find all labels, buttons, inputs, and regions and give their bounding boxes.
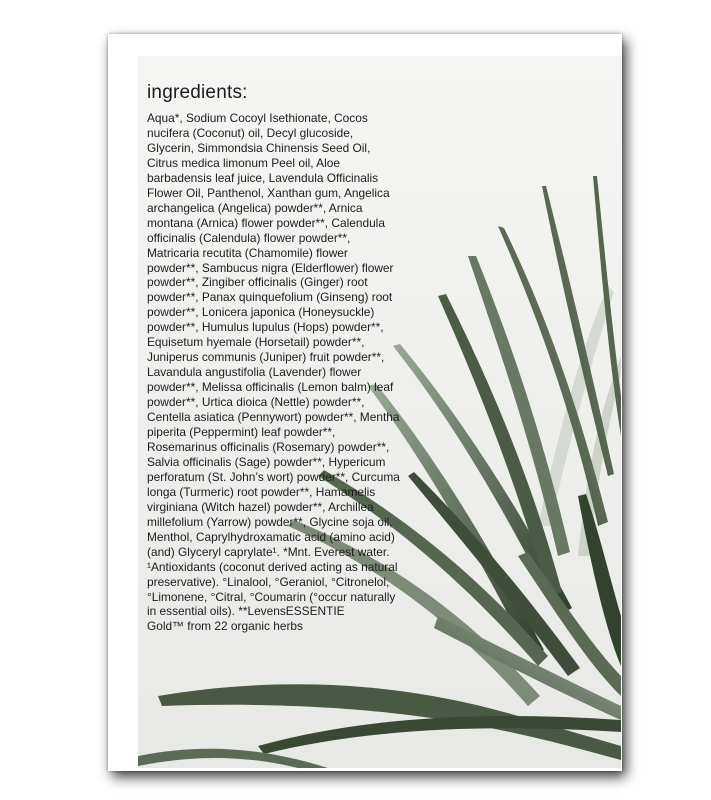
ingredients-line: powder**, Humulus lupulus (Hops) powder**, (147, 320, 384, 335)
ingredients-line: Citrus medica limonum Peel oil, Aloe (147, 155, 340, 170)
ingredients-line: Centella asiatica (Pennywort) powder**, Mentha (147, 410, 400, 425)
ingredients-line: barbadensis leaf juice, Lavendula Officinalis (147, 170, 379, 185)
ingredients-line: preservative). °Linalool, °Geraniol, °Citronelol, (147, 574, 390, 589)
ingredients-heading: ingredients: (147, 82, 248, 103)
ingredients-line: Flower Oil, Panthenol, Xanthan gum, Angelica (147, 185, 390, 200)
ingredients-line: Glycerin, Simmondsia Chinensis Seed Oil, (147, 140, 371, 155)
ingredients-line: officinalis (Calendula) flower powder**, (147, 230, 351, 245)
ingredients-line: millefolium (Yarrow) powder**, Glycine soja oil, (147, 514, 393, 529)
ingredients-line: Juniperus communis (Juniper) fruit powder**, (147, 350, 385, 365)
ingredients-line: Aqua*, Sodium Cocoyl Isethionate, Cocos (147, 111, 368, 125)
ingredients-line: powder**, Panax quinquefolium (Ginseng) root (147, 290, 393, 305)
ingredients-line: archangelica (Angelica) powder**, Arnica (147, 200, 363, 215)
ingredients-line: powder**, Lonicera japonica (Honeysuckle) (147, 305, 375, 320)
ingredients-line: powder**, Zingiber officinalis (Ginger) root (147, 275, 368, 290)
ingredients-line: Matricaria recutita (Chamomile) flower (147, 245, 348, 260)
ingredients-line: powder**, Sambucus nigra (Elderflower) flower (147, 260, 394, 275)
ingredients-line: Rosemarinus officinalis (Rosemary) powder**, (147, 439, 390, 454)
ingredients-line: powder**, Urtica dioica (Nettle) powder**, (147, 395, 365, 410)
ingredients-text-block (147, 82, 417, 634)
ingredients-line: nucifera (Coconut) oil, Decyl glucoside, (147, 125, 354, 140)
ingredients-line: piperita (Peppermint) leaf powder**, (147, 425, 336, 440)
ingredients-line: Menthol, Caprylhydroxamatic acid (amino acid) (147, 529, 395, 544)
ingredients-line: longa (Turmeric) root powder**, Hamamelis (147, 484, 376, 499)
ingredients-line: Lavandula angustifolia (Lavender) flower (147, 365, 362, 380)
ingredients-line: °Limonene, °Citral, °Coumarin (°occur naturally (147, 589, 396, 604)
ingredients-line: virginiana (Witch hazel) powder**, Archillea (147, 499, 374, 514)
ingredients-line: Salvia officinalis (Sage) powder**, Hypericum (147, 454, 386, 469)
ingredients-line: perforatum (St. John’s wort) powder**, Curcuma (147, 469, 400, 484)
ingredients-line: ¹Antioxidants (coconut derived acting as natural (147, 559, 398, 574)
ingredients-line: (and) Glyceryl caprylate¹. *Mnt. Everest water. (147, 544, 390, 559)
ingredients-line: Gold™ from 22 organic herbs (147, 619, 303, 634)
plant-photo (138, 56, 621, 768)
ingredients-line: powder**, Melissa officinalis (Lemon balm) leaf (147, 380, 394, 395)
ingredients-line: Equisetum hyemale (Horsetail) powder**, (147, 335, 365, 350)
ingredients-line: montana (Arnica) flower powder**, Calendula (147, 215, 385, 230)
ingredients-card (108, 34, 622, 771)
ingredients-list (147, 111, 417, 634)
ingredients-line: in essential oils). **LevensESSENTIE (147, 604, 345, 619)
